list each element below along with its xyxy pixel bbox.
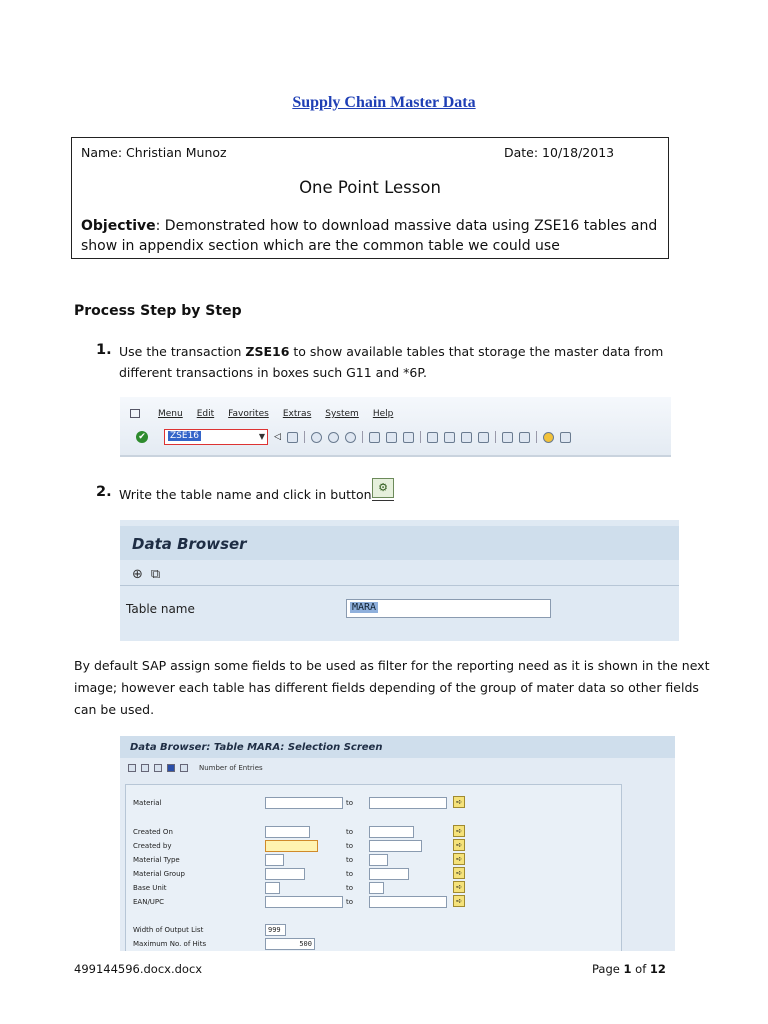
max-hits-field[interactable] <box>265 938 315 950</box>
toolbar-separator <box>304 431 305 443</box>
footer-of-word: of <box>631 962 650 976</box>
objective-text <box>81 216 666 256</box>
execute-button-underline <box>372 500 394 501</box>
menu-item-favorites[interactable]: Favorites <box>228 409 269 419</box>
footer-page-indicator <box>592 962 666 976</box>
table-name-label: Table name <box>126 602 195 616</box>
menu-item-menu[interactable]: Menu <box>158 409 183 419</box>
footer-page-number: 1 <box>623 962 632 976</box>
menu-window-icon <box>130 409 140 418</box>
toolbar-separator <box>420 431 421 443</box>
layout-menu-icon[interactable] <box>560 432 571 443</box>
save-icon[interactable] <box>287 432 298 443</box>
document-title: Supply Chain Master Data <box>292 94 476 111</box>
save-variant-icon[interactable] <box>154 764 162 772</box>
row-label-created-on: Created On <box>133 828 173 836</box>
number-of-entries-button[interactable]: Number of Entries <box>199 764 263 772</box>
multiple-selection-arrow-icon[interactable]: ➪ <box>453 867 465 879</box>
to-label: to <box>346 842 354 850</box>
step-1-text <box>119 341 709 383</box>
shortcut-icon[interactable] <box>519 432 530 443</box>
base-unit-from-field[interactable] <box>265 882 280 894</box>
sap-command-row <box>136 429 571 445</box>
last-page-icon[interactable] <box>478 432 489 443</box>
row-label-width-output: Width of Output List <box>133 926 204 934</box>
row-label-material: Material <box>133 799 162 807</box>
back-arrow-icon[interactable]: ◁ <box>274 432 281 442</box>
to-label: to <box>346 828 354 836</box>
footer-filename: 499144596.docx.docx <box>74 962 203 976</box>
step-1-number: 1. <box>96 342 112 358</box>
objective-label: Objective <box>81 218 156 234</box>
multiple-selection-arrow-icon[interactable]: ➪ <box>453 881 465 893</box>
step-1-transaction: ZSE16 <box>245 344 290 359</box>
step-1-text-after: to show available tables that storage the master data from different transactions in boxes such G11 and *6P. <box>119 344 664 380</box>
info-icon[interactable] <box>167 764 175 772</box>
command-field-value: ZSE16 <box>170 431 200 441</box>
multiple-selection-arrow-icon[interactable]: ➪ <box>453 839 465 851</box>
data-browser-header <box>120 526 679 560</box>
toolbar-separator <box>362 431 363 443</box>
panel-divider <box>120 585 679 586</box>
row-label-created-by: Created by <box>133 842 172 850</box>
first-page-icon[interactable] <box>427 432 438 443</box>
previous-page-icon[interactable] <box>444 432 455 443</box>
enter-check-icon[interactable]: ✔ <box>136 431 148 443</box>
filter-explanation-paragraph: By default SAP assign some fields to be used as filter for the reporting need as it is shown in the next image; however each table has different fields depending of the group of mater data so other fields can be used. <box>74 658 710 717</box>
table-contents-icon[interactable] <box>180 764 188 772</box>
sap-toolbar-screenshot <box>120 397 671 457</box>
step-2-number: 2. <box>96 484 112 500</box>
material-to-field[interactable] <box>369 797 447 809</box>
selection-screen-title: Data Browser: Table MARA: Selection Screen <box>130 742 383 753</box>
selection-screen-toolbar <box>128 764 263 772</box>
material-type-from-field[interactable] <box>265 854 284 866</box>
print-icon[interactable] <box>369 432 380 443</box>
footer-page-total: 12 <box>649 962 666 976</box>
row-label-base-unit: Base Unit <box>133 884 167 892</box>
to-label: to <box>346 898 354 906</box>
execute-icon[interactable] <box>128 764 136 772</box>
selection-criteria-box <box>125 784 622 951</box>
toolbar-separator <box>495 431 496 443</box>
execute-icon[interactable]: ⊕ <box>132 567 143 582</box>
width-output-value: 999 <box>268 926 281 934</box>
menu-item-edit[interactable]: Edit <box>196 409 215 419</box>
menu-item-extras[interactable]: Extras <box>282 409 312 419</box>
cancel-icon[interactable] <box>345 432 356 443</box>
objective-body: : Demonstrated how to download massive data using ZSE16 tables and show in appendix section which are the common table we could use <box>81 218 658 254</box>
command-field[interactable] <box>164 429 268 445</box>
find-icon[interactable] <box>386 432 397 443</box>
to-label: to <box>346 856 354 864</box>
multiple-selection-arrow-icon[interactable]: ➪ <box>453 895 465 907</box>
new-session-icon[interactable] <box>502 432 513 443</box>
base-unit-to-field[interactable] <box>369 882 384 894</box>
execute-button-icon: ⚙ <box>372 478 394 498</box>
next-page-icon[interactable] <box>461 432 472 443</box>
sap-menu-bar <box>130 409 393 419</box>
material-group-to-field[interactable] <box>369 868 409 880</box>
max-hits-value: 500 <box>299 940 312 948</box>
lesson-header-box <box>71 137 669 259</box>
step-2-text: Write the table name and click in button <box>119 487 372 502</box>
multiple-selection-arrow-icon[interactable]: ➪ <box>453 853 465 865</box>
help-icon[interactable] <box>543 432 554 443</box>
to-label: to <box>346 884 354 892</box>
row-label-ean-upc: EAN/UPC <box>133 898 165 906</box>
selection-screen-header <box>120 736 675 758</box>
get-variant-icon[interactable] <box>141 764 149 772</box>
multiple-selection-arrow-icon[interactable]: ➪ <box>453 796 465 808</box>
to-label: to <box>346 799 354 807</box>
row-label-material-group: Material Group <box>133 870 185 878</box>
selection-screen-screenshot <box>120 736 675 951</box>
table-name-value: MARA <box>352 602 377 613</box>
ean-upc-to-field[interactable] <box>369 896 447 908</box>
footer-page-word: Page <box>592 962 624 976</box>
created-on-from-field[interactable] <box>265 826 310 838</box>
created-by-to-field[interactable] <box>369 840 422 852</box>
ean-upc-from-field[interactable] <box>265 896 343 908</box>
menu-item-help[interactable]: Help <box>372 409 394 419</box>
table-contents-icon[interactable]: ⧉ <box>150 567 161 582</box>
row-label-material-type: Material Type <box>133 856 180 864</box>
back-icon[interactable] <box>311 432 322 443</box>
step-1-text-before: Use the transaction <box>119 344 246 359</box>
data-browser-title: Data Browser <box>132 535 247 553</box>
material-type-to-field[interactable] <box>369 854 388 866</box>
exit-icon[interactable] <box>328 432 339 443</box>
author-name: Name: Christian Munoz <box>81 145 227 160</box>
data-browser-toolbar <box>132 567 160 582</box>
row-label-max-hits: Maximum No. of Hits <box>133 940 207 948</box>
material-from-field[interactable] <box>265 797 343 809</box>
section-heading: Process Step by Step <box>74 303 242 319</box>
table-name-input[interactable] <box>346 599 551 618</box>
material-group-from-field[interactable] <box>265 868 305 880</box>
menu-item-system[interactable]: System <box>325 409 359 419</box>
lesson-date: Date: 10/18/2013 <box>504 145 615 160</box>
created-by-from-field[interactable] <box>265 840 318 852</box>
to-label: to <box>346 870 354 878</box>
width-output-field[interactable] <box>265 924 286 936</box>
multiple-selection-arrow-icon[interactable]: ➪ <box>453 825 465 837</box>
data-browser-screenshot <box>120 520 679 641</box>
lesson-title: One Point Lesson <box>299 178 441 197</box>
find-next-icon[interactable] <box>403 432 414 443</box>
chevron-down-icon[interactable]: ▼ <box>258 432 265 441</box>
created-on-to-field[interactable] <box>369 826 414 838</box>
toolbar-separator <box>536 431 537 443</box>
